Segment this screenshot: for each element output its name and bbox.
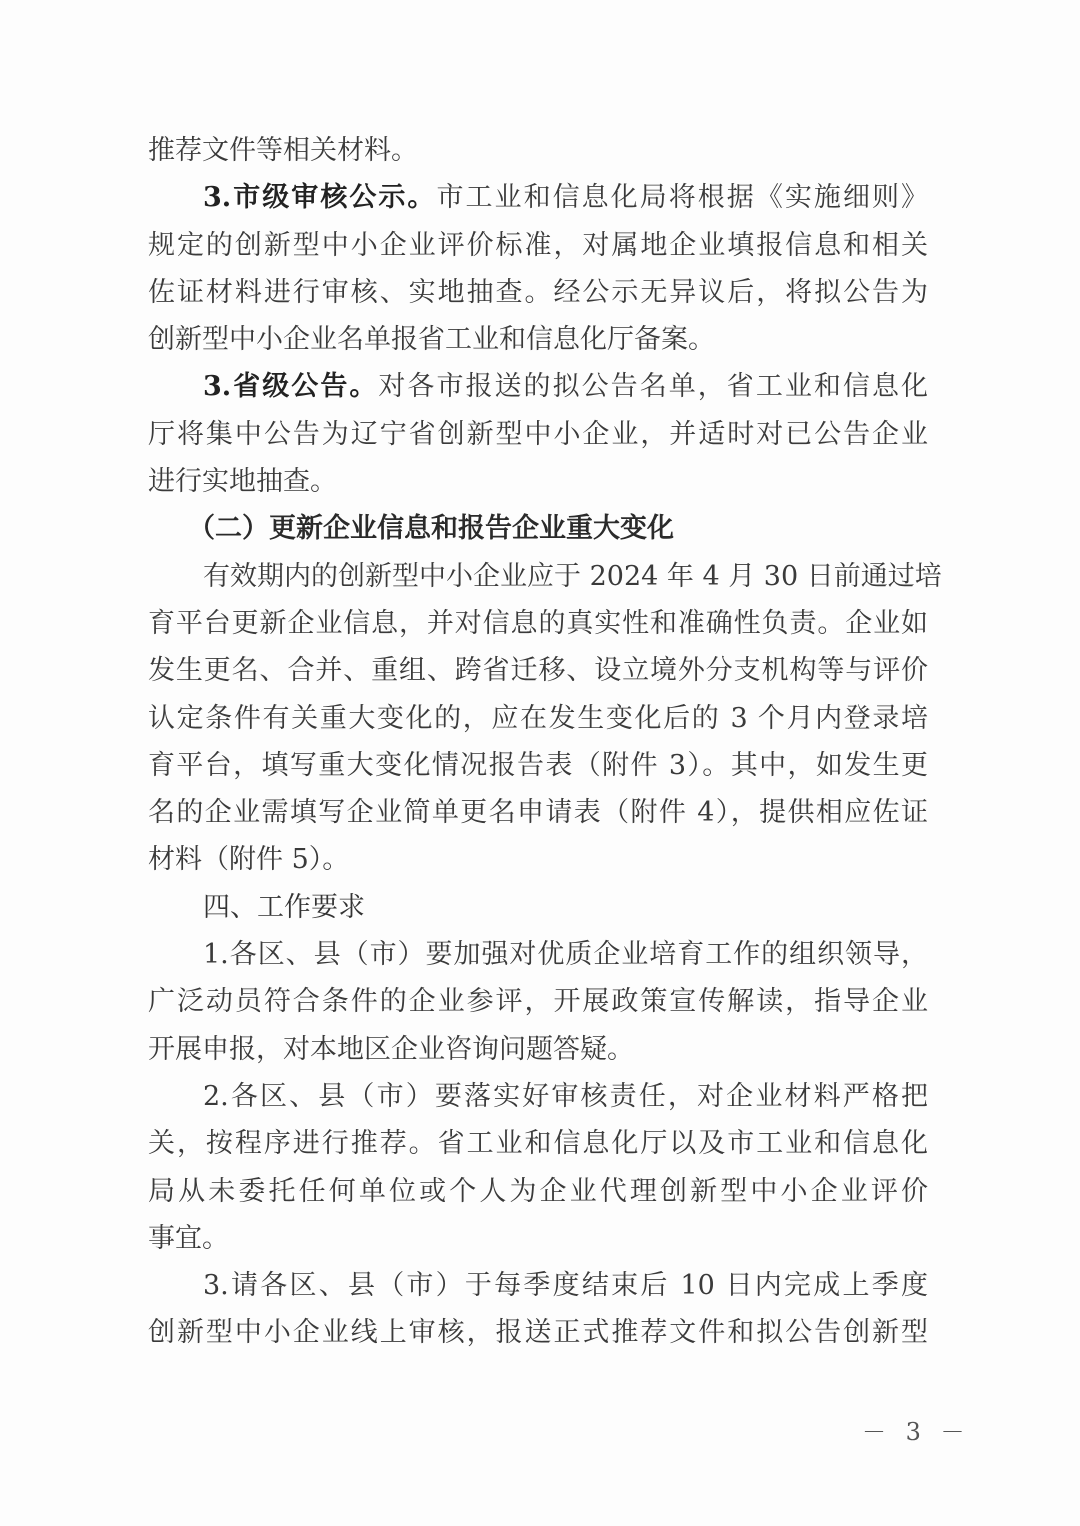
paragraph-city-review xyxy=(148,174,928,221)
text-line: 育平台，填写重大变化情况报告表（附件 3）。其中，如发生更 xyxy=(148,749,928,781)
text-line: 规定的创新型中小企业评价标准，对属地企业填报信息和相关 xyxy=(148,229,928,261)
text-line: 创新型中小企业名单报省工业和信息化厅备案。 xyxy=(148,324,715,356)
paragraph-lead: 3.省级公告。 xyxy=(203,371,379,403)
text-line: 发生更名、合并、重组、跨省迁移、设立境外分支机构等与评价 xyxy=(148,655,928,687)
text-line: 3.请各区、县（市）于每季度结束后 10 日内完成上季度 xyxy=(203,1270,928,1302)
text-line: 育平台更新企业信息，并对信息的真实性和准确性负责。企业如 xyxy=(148,607,928,639)
text-line: 有效期内的创新型中小企业应于 2024 年 4 月 30 日前通过培 xyxy=(203,560,942,592)
text-line: 关，按程序进行推荐。省工业和信息化厅以及市工业和信息化 xyxy=(148,1128,928,1160)
document-page xyxy=(148,127,942,1357)
text-line: 创新型中小企业线上审核，报送正式推荐文件和拟公告创新型 xyxy=(148,1317,928,1349)
text-line: 推荐文件等相关材料。 xyxy=(148,135,418,166)
text-line: 材料（附件 5）。 xyxy=(148,844,350,876)
text-line: 1.各区、县（市）要加强对优质企业培育工作的组织领导， xyxy=(203,939,928,971)
section-heading-work-requirements: 四、工作要求 xyxy=(203,891,365,923)
paragraph-lead: 3.市级审核公示。 xyxy=(203,182,437,214)
text-line: 广泛动员符合条件的企业参评，开展政策宣传解读，指导企业 xyxy=(148,986,928,1018)
text-line: 佐证材料进行审核、实地抽查。经公示无异议后，将拟公告为 xyxy=(148,276,928,308)
text-line: 2.各区、县（市）要落实好审核责任，对企业材料严格把 xyxy=(203,1080,928,1112)
section-heading-update-info: （二）更新企业信息和报告企业重大变化 xyxy=(188,513,674,545)
text-line: 市工业和信息化局将根据《实施细则》 xyxy=(436,182,929,214)
text-line: 事宜。 xyxy=(148,1222,229,1254)
text-line: 开展申报，对本地区企业咨询问题答疑。 xyxy=(148,1033,634,1065)
page-number: － 3 － xyxy=(862,1418,971,1446)
text-line: 局从未委托任何单位或个人为企业代理创新型中小企业评价 xyxy=(148,1175,928,1207)
text-line: 对各市报送的拟公告名单，省工业和信息化 xyxy=(378,371,928,403)
text-line: 认定条件有关重大变化的，应在发生变化后的 3 个月内登录培 xyxy=(148,702,928,734)
paragraph-province-announcement xyxy=(148,363,928,410)
text-line: 厅将集中公告为辽宁省创新型中小企业，并适时对已公告企业 xyxy=(148,418,928,450)
text-line: 进行实地抽查。 xyxy=(148,466,337,498)
text-line: 名的企业需填写企业简单更名申请表（附件 4），提供相应佐证 xyxy=(148,797,928,829)
